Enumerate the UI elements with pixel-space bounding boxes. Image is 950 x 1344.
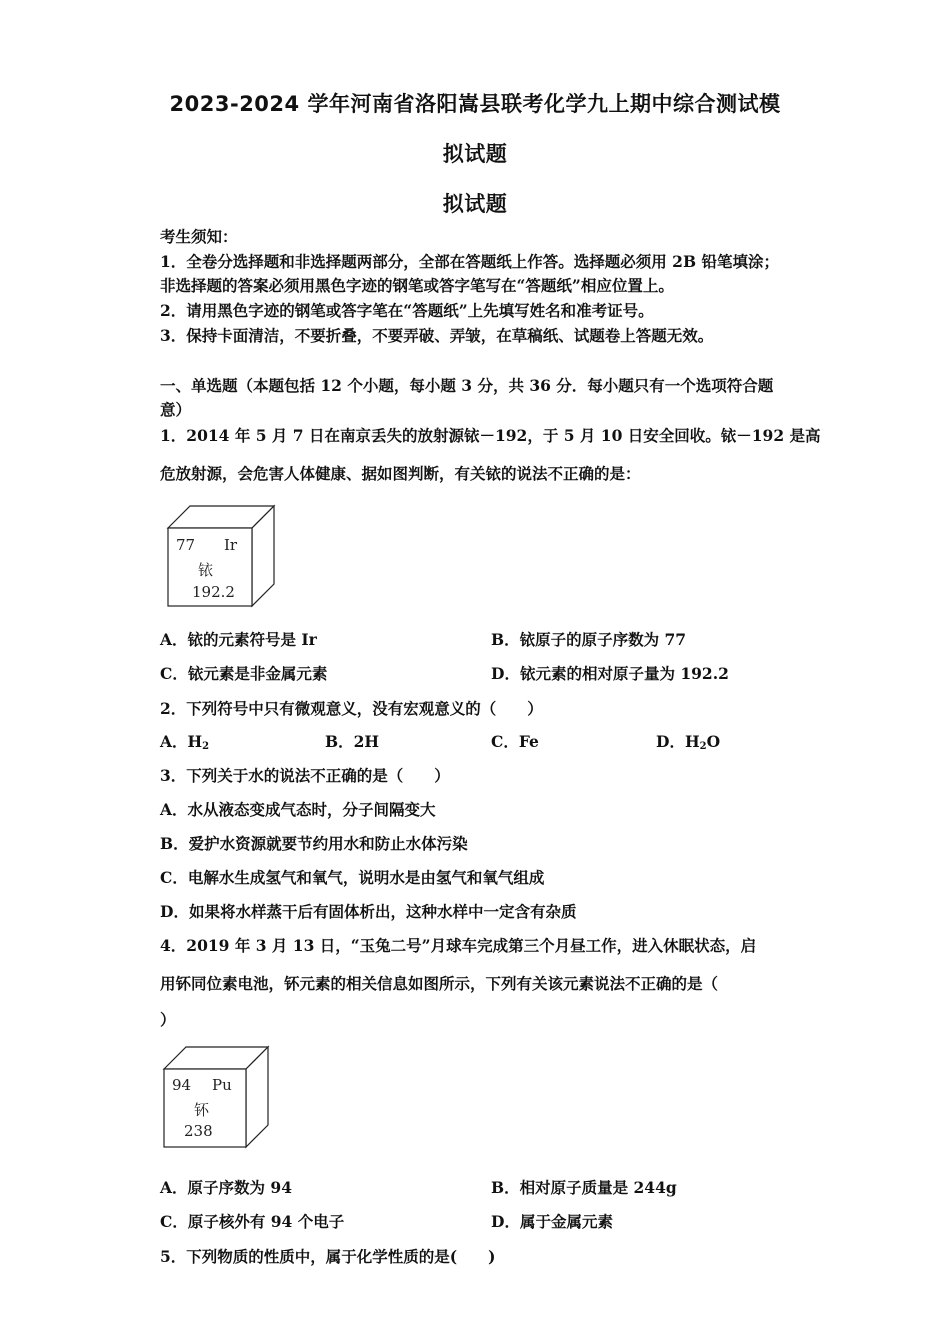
- element-cube-figure: [162, 1045, 270, 1149]
- q4-stem-line3: ）: [160, 1010, 176, 1029]
- q1-option-a[interactable]: A．铱的元素符号是 Ir: [160, 630, 317, 649]
- q1-atomic-mass: 192.2: [192, 583, 235, 601]
- notice-item1b: 非选择题的答案必须用黑色字迹的钢笔或答字笔写在“答题纸”相应位置上。: [160, 276, 674, 295]
- q4-atomic-mass: 238: [184, 1122, 213, 1140]
- q5-stem: 5．下列物质的性质中，属于化学性质的是( ): [160, 1247, 496, 1266]
- q4-element-card-plutonium: [162, 1045, 270, 1149]
- q3-option-d[interactable]: D．如果将水样蒸干后有固体析出，这种水样中一定含有杂质: [160, 902, 577, 921]
- q4-option-c[interactable]: C．原子核外有 94 个电子: [160, 1212, 345, 1231]
- notice-item3: 3．保持卡面清洁，不要折叠，不要弄破、弄皱，在草稿纸、试题卷上答题无效。: [160, 326, 714, 345]
- q1-stem-line2: 危放射源，会危害人体健康、据如图判断，有关铱的说法不正确的是：: [160, 464, 641, 483]
- exam-title-line2: 拟试题: [442, 142, 508, 166]
- q2-stem: 2．下列符号中只有微观意义，没有宏观意义的（ ）: [160, 699, 543, 718]
- notice-item1a: 1．全卷分选择题和非选择题两部分，全部在答题纸上作答。选择题必须用 2B 铅笔填涂；: [160, 252, 779, 271]
- notice-heading: 考生须知：: [160, 227, 238, 246]
- q4-option-b[interactable]: B．相对原子质量是 244g: [491, 1178, 677, 1197]
- q2-option-a-label: A．H: [160, 732, 203, 751]
- q1-option-c[interactable]: C．铱元素是非金属元素: [160, 664, 328, 683]
- q2-option-c[interactable]: C．Fe: [491, 732, 539, 751]
- q4-atomic-number: 94: [172, 1076, 192, 1094]
- q4-element-symbol: Pu: [212, 1076, 232, 1094]
- q1-element-name: 铱: [198, 561, 214, 579]
- q3-option-a[interactable]: A．水从液态变成气态时，分子间隔变大: [160, 800, 436, 819]
- q2-option-b[interactable]: B．2H: [325, 732, 380, 751]
- q2-option-a[interactable]: [160, 732, 209, 757]
- q2-option-d[interactable]: [656, 732, 720, 757]
- q3-stem: 3．下列关于水的说法不正确的是（ ）: [160, 766, 450, 785]
- q1-element-symbol: Ir: [224, 536, 238, 554]
- q3-option-b[interactable]: B．爱护水资源就要节约用水和防止水体污染: [160, 834, 468, 853]
- q2-option-d-tail: O: [706, 732, 721, 751]
- section-heading-line1: 一、单选题（本题包括 12 个小题，每小题 3 分，共 36 分．每小题只有一个选项符合题: [160, 376, 774, 395]
- q1-option-d[interactable]: D．铱元素的相对原子量为 192.2: [491, 664, 729, 683]
- q4-option-a[interactable]: A．原子序数为 94: [160, 1178, 292, 1197]
- q4-option-d[interactable]: D．属于金属元素: [491, 1212, 613, 1231]
- q4-stem-line2: 用钚同位素电池，钚元素的相关信息如图所示，下列有关该元素说法不正确的是（: [160, 974, 719, 993]
- section-heading-line2: 意）: [160, 400, 192, 419]
- q1-element-card-iridium: [166, 504, 276, 608]
- q1-stem-line1: 1．2014 年 5 月 7 日在南京丢失的放射源铱－192，于 5 月 10 日安全回收。铱－192 是高: [160, 426, 821, 445]
- q1-atomic-number: 77: [176, 536, 196, 554]
- exam-title-line1: 2023-2024 学年河南省洛阳嵩县联考化学九上期中综合测试模: [169, 92, 781, 116]
- q3-option-c[interactable]: C．电解水生成氢气和氧气，说明水是由氢气和氧气组成: [160, 868, 545, 887]
- q4-element-name: 钚: [194, 1101, 210, 1119]
- q1-option-b[interactable]: B．铱原子的原子序数为 77: [491, 630, 687, 649]
- notice-item2: 2．请用黑色字迹的钢笔或答字笔在“答题纸”上先填写姓名和准考证号。: [160, 301, 654, 320]
- q2-option-a-subscript: 2: [202, 741, 210, 752]
- q4-stem-line1: 4．2019 年 3 月 13 日，“玉兔二号”月球车完成第三个月昼工作，进入休眠状态，启: [160, 936, 757, 955]
- exam-title-line3: 拟试题: [442, 192, 508, 216]
- q2-option-d-subscript: 2: [699, 741, 707, 752]
- q2-option-d-label: D．H: [656, 732, 700, 751]
